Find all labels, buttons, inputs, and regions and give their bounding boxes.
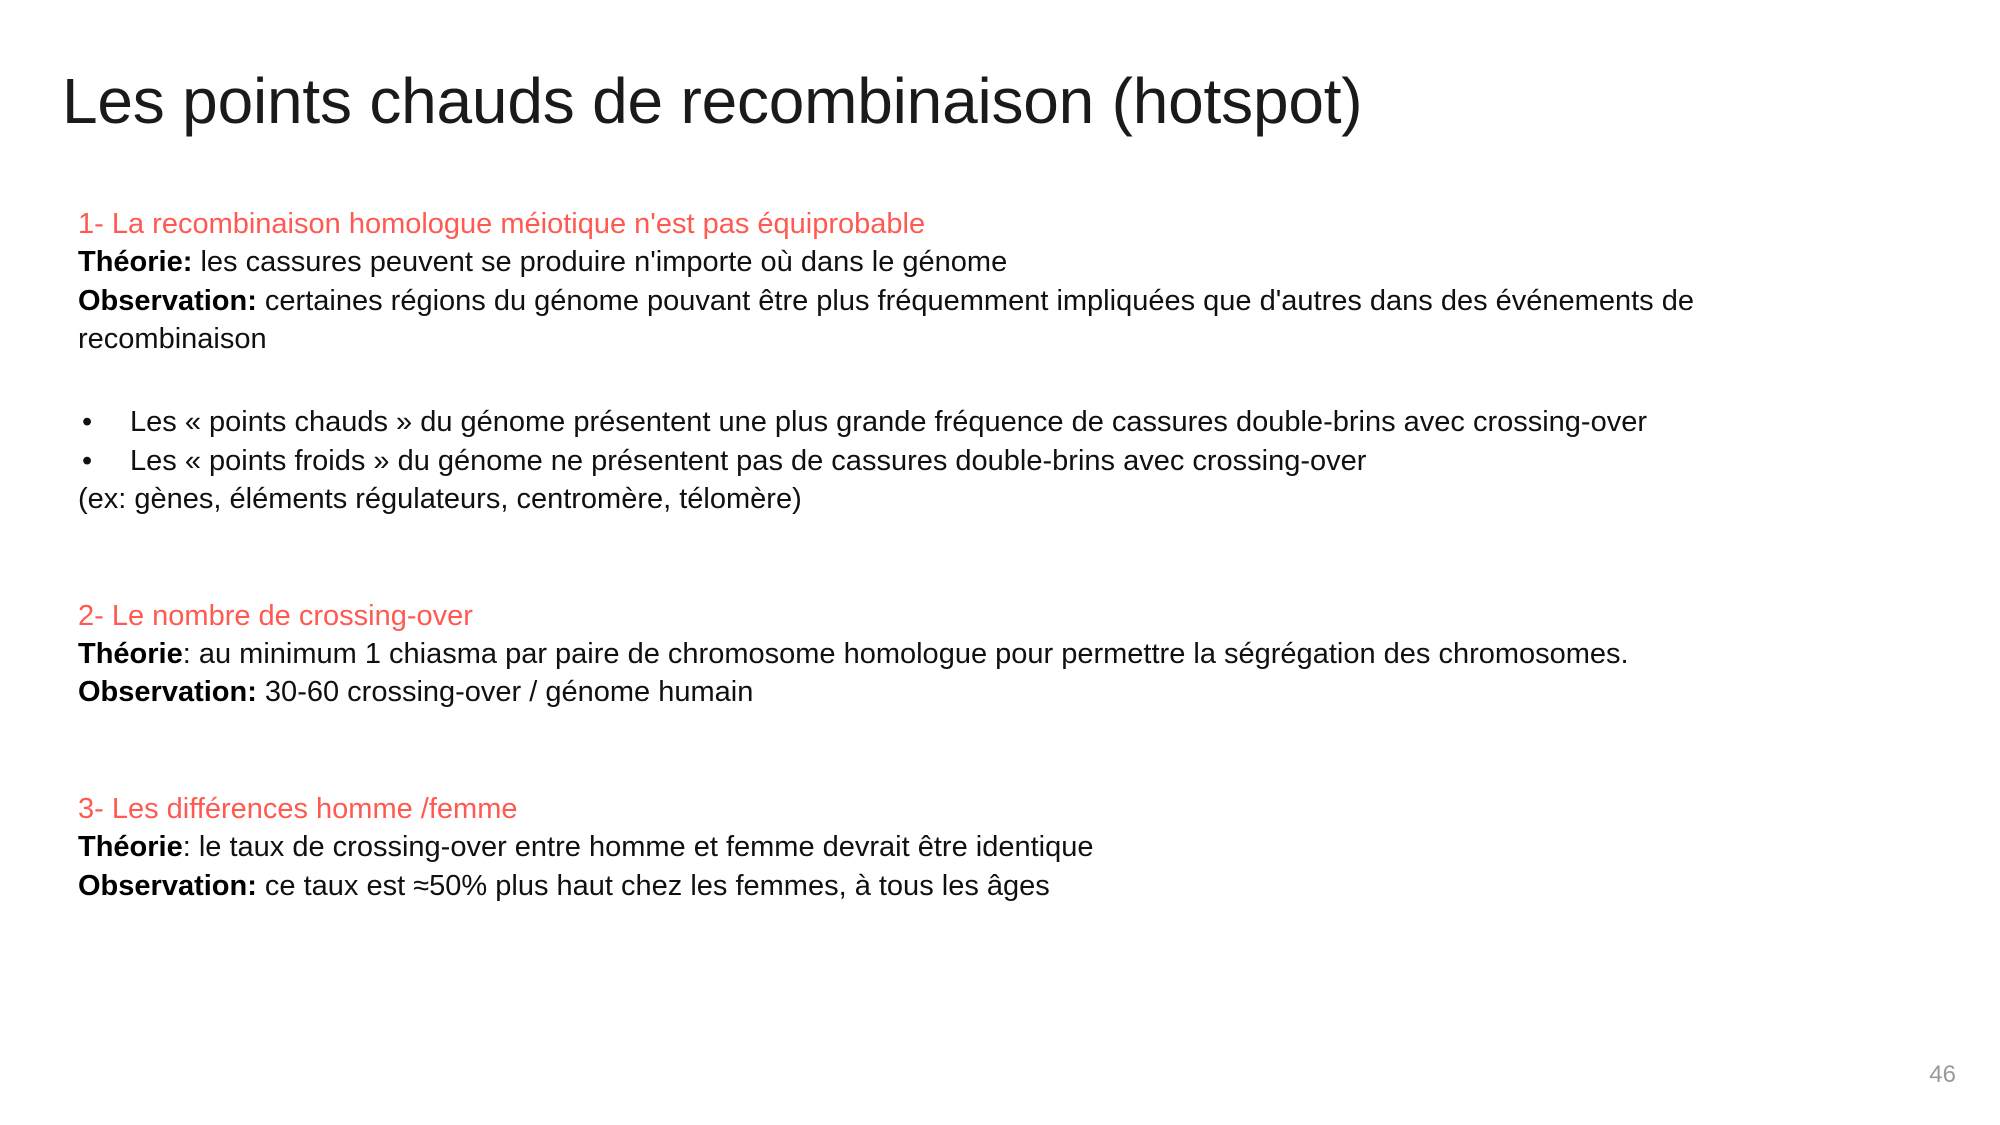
section-3-theorie-label: Théorie [78, 831, 183, 864]
bullet-dot-icon: • [82, 405, 93, 438]
list-item-label: Les « points froids » du génome ne présentent pas de cassures double-brins avec crossing-over [130, 444, 1367, 477]
section-2-observation-line [78, 673, 1958, 712]
section-3-theorie-text: : le taux de crossing-over entre homme et femme devrait être identique [182, 831, 1094, 864]
section-1-theorie-line [78, 243, 1958, 282]
page-title: Les points chauds de recombinaison (hotspot) [62, 64, 1363, 137]
spacer [78, 519, 1958, 597]
section-3-observation-label: Observation: [78, 869, 257, 902]
list-item-label: Les « points chauds » du génome présentent une plus grande fréquence de cassures double-brins avec crossing-over [130, 405, 1648, 438]
section-1-theorie-label: Théorie: [78, 246, 193, 279]
section-2-observation-label: Observation: [78, 676, 257, 709]
section-2-theorie-line [78, 635, 1958, 674]
section-2-observation-text: 30-60 crossing-over / génome humain [256, 676, 754, 709]
section-3-theorie-line [78, 828, 1958, 867]
page-number: 46 [1929, 1061, 1956, 1088]
section-3-observation-text: ce taux est ≈50% plus haut chez les femmes, à tous les âges [256, 869, 1050, 902]
list-item [78, 442, 1958, 481]
section-1-theorie-text: les cassures peuvent se produire n'importe où dans le génome [192, 246, 1008, 279]
section-3-heading: 3- Les différences homme /femme [78, 793, 518, 826]
section-1-observation-label: Observation: [78, 284, 257, 317]
section-3-observation-line [78, 867, 1958, 906]
section-1-note: (ex: gènes, éléments régulateurs, centromère, télomère) [78, 483, 802, 516]
section-3 [78, 790, 1958, 905]
section-2 [78, 597, 1958, 712]
section-1 [78, 205, 1958, 519]
bullet-dot-icon: • [82, 444, 93, 477]
list-item [78, 403, 1958, 442]
section-2-heading: 2- Le nombre de crossing-over [78, 599, 473, 632]
section-2-theorie-label: Théorie [78, 637, 183, 670]
section-1-bullet-list [78, 403, 1958, 480]
section-1-observation-text: certaines régions du génome pouvant être plus fréquemment impliquées que d'autres dans des événements de [256, 284, 1694, 317]
section-2-theorie-text: : au minimum 1 chiasma par paire de chromosome homologue pour permettre la ségrégation des chromosomes. [182, 637, 1629, 670]
slide-body [78, 205, 1958, 905]
section-1-observation-wrap: recombinaison [78, 323, 267, 356]
spacer [78, 359, 1958, 403]
spacer [78, 712, 1958, 790]
section-1-heading: 1- La recombinaison homologue méiotique n'est pas équiprobable [78, 208, 926, 240]
section-1-observation-line [78, 282, 1958, 321]
